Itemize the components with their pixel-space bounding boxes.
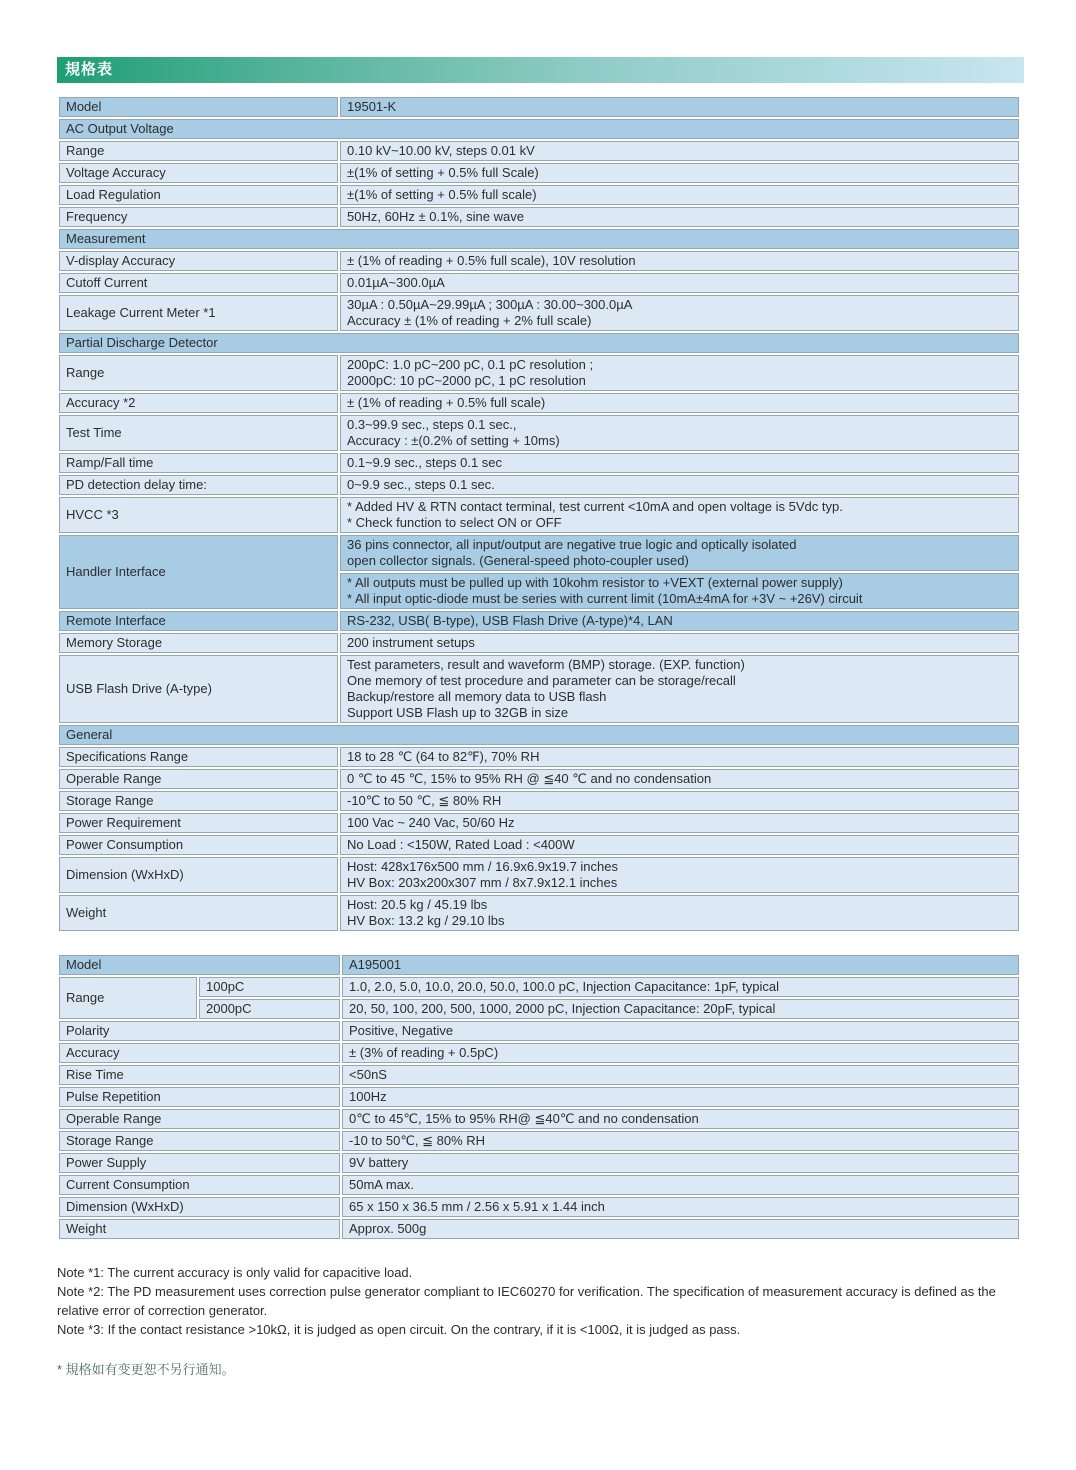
table-row — [59, 725, 1019, 745]
row-label: Remote Interface — [59, 611, 338, 631]
row-value — [340, 747, 1019, 767]
cell-line: Host: 428x176x500 mm / 16.9x6.9x19.7 inches — [347, 859, 618, 874]
row-label: Model — [59, 955, 340, 975]
row-label: HVCC *3 — [59, 497, 338, 533]
cell-line: Accuracy ± (1% of reading + 2% full scale) — [347, 313, 592, 328]
table-row — [59, 1043, 1019, 1063]
table-row — [59, 769, 1019, 789]
section-header: Measurement — [59, 229, 1019, 249]
row-label: Accuracy *2 — [59, 393, 338, 413]
note-line: Note *3: If the contact resistance >10kΩ, it is judged as open circuit. On the contrary, if it is <100Ω, it is judged as pass. — [57, 1322, 741, 1337]
cell-line: 0.3~99.9 sec., steps 0.1 sec., — [347, 417, 517, 432]
table-row — [59, 163, 1019, 183]
cell-line: 100Hz — [349, 1089, 387, 1104]
cell-line: One memory of test procedure and parameter can be storage/recall — [347, 673, 736, 688]
row-label: Storage Range — [59, 791, 338, 811]
row-label: Memory Storage — [59, 633, 338, 653]
table-row — [59, 955, 1019, 975]
row-value — [340, 163, 1019, 183]
cell-line: 0℃ to 45℃, 15% to 95% RH@ ≦40℃ and no condensation — [349, 1111, 699, 1126]
table-row — [59, 251, 1019, 271]
row-label: Current Consumption — [59, 1175, 340, 1195]
cell-line: ±(1% of setting + 0.5% full Scale) — [347, 165, 539, 180]
cell-line: 0.01µA~300.0µA — [347, 275, 445, 290]
row-value — [340, 355, 1019, 391]
row-value — [340, 141, 1019, 161]
spec-table-19501k — [57, 95, 1021, 933]
table-row — [59, 977, 1019, 997]
table-row — [59, 295, 1019, 331]
cell-line: 0~9.9 sec., steps 0.1 sec. — [347, 477, 495, 492]
table-row — [59, 207, 1019, 227]
cell-line: 36 pins connector, all input/output are negative true logic and optically isolated — [347, 537, 797, 552]
cell-line: HV Box: 203x200x307 mm / 8x7.9x12.1 inches — [347, 875, 618, 890]
row-value — [340, 655, 1019, 723]
cell-line: Support USB Flash up to 32GB in size — [347, 705, 569, 720]
row-label: Frequency — [59, 207, 338, 227]
row-value — [342, 1131, 1019, 1151]
row-value — [340, 769, 1019, 789]
row-value — [340, 97, 1019, 117]
table-row — [59, 895, 1019, 931]
table-row — [59, 475, 1019, 495]
row-label: PD detection delay time: — [59, 475, 338, 495]
cell-line: 2000pC: 10 pC~2000 pC, 1 pC resolution — [347, 373, 586, 388]
row-label: Weight — [59, 895, 338, 931]
cjk-footnote: * 規格如有变更恕不另行通知。 — [57, 1362, 235, 1377]
table-row — [59, 813, 1019, 833]
row-label: Power Consumption — [59, 835, 338, 855]
row-label: Dimension (WxHxD) — [59, 857, 338, 893]
table-row — [59, 1153, 1019, 1173]
cell-line: 50Hz, 60Hz ± 0.1%, sine wave — [347, 209, 524, 224]
row-label: Ramp/Fall time — [59, 453, 338, 473]
cell-line: 30µA : 0.50µA~29.99µA ; 300µA : 30.00~300.0µA — [347, 297, 633, 312]
row-value — [340, 611, 1019, 631]
row-label: Test Time — [59, 415, 338, 451]
row-value — [340, 857, 1019, 893]
row-value — [342, 1153, 1019, 1173]
table-row — [59, 141, 1019, 161]
row-value — [340, 251, 1019, 271]
row-label: Model — [59, 97, 338, 117]
row-value — [340, 835, 1019, 855]
row-label: Handler Interface — [59, 535, 338, 609]
section-header: Partial Discharge Detector — [59, 333, 1019, 353]
cell-line: Host: 20.5 kg / 45.19 lbs — [347, 897, 488, 912]
row-value — [342, 1043, 1019, 1063]
row-value — [340, 185, 1019, 205]
row-label: Range — [59, 977, 197, 1019]
section-header: AC Output Voltage — [59, 119, 1019, 139]
table-row — [59, 835, 1019, 855]
table-row — [59, 535, 1019, 571]
cell-line: ± (3% of reading + 0.5pC) — [349, 1045, 499, 1060]
row-label: Power Requirement — [59, 813, 338, 833]
spec-sheet-page — [57, 57, 1024, 1378]
row-label: Polarity — [59, 1021, 340, 1041]
row-label: Rise Time — [59, 1065, 340, 1085]
row-label: Range — [59, 141, 338, 161]
cell-line: 100 Vac ~ 240 Vac, 50/60 Hz — [347, 815, 515, 830]
row-label: Load Regulation — [59, 185, 338, 205]
table-row — [59, 1197, 1019, 1217]
table-row — [59, 1219, 1019, 1239]
row-value: 1.0, 2.0, 5.0, 10.0, 20.0, 50.0, 100.0 pC, Injection Capacitance: 1pF, typical — [342, 977, 1019, 997]
cell-line: 200 instrument setups — [347, 635, 475, 650]
row-label: Leakage Current Meter *1 — [59, 295, 338, 331]
row-label: V-display Accuracy — [59, 251, 338, 271]
cell-line: HV Box: 13.2 kg / 29.10 lbs — [347, 913, 505, 928]
row-value — [340, 453, 1019, 473]
cell-line: -10℃ to 50 ℃, ≦ 80% RH — [347, 793, 502, 808]
row-value — [342, 1065, 1019, 1085]
table-row — [59, 119, 1019, 139]
row-value — [340, 813, 1019, 833]
row-value — [340, 295, 1019, 331]
section-title-bar — [57, 57, 1024, 83]
table-row — [59, 791, 1019, 811]
cell-line: 0.10 kV~10.00 kV, steps 0.01 kV — [347, 143, 535, 158]
cell-line: ± (1% of reading + 0.5% full scale), 10V resolution — [347, 253, 636, 268]
table-row — [59, 1087, 1019, 1107]
cell-line: open collector signals. (General-speed photo-coupler used) — [347, 553, 689, 568]
row-value — [342, 1219, 1019, 1239]
table-row — [59, 999, 1019, 1019]
cell-line: Accuracy : ±(0.2% of setting + 10ms) — [347, 433, 560, 448]
table-row — [59, 273, 1019, 293]
table-row — [59, 393, 1019, 413]
cell-line: Backup/restore all memory data to USB flash — [347, 689, 607, 704]
row-value — [340, 497, 1019, 533]
row-value — [340, 791, 1019, 811]
row-value — [342, 1087, 1019, 1107]
row-label: Cutoff Current — [59, 273, 338, 293]
cell-line: 9V battery — [349, 1155, 409, 1170]
table-row — [59, 747, 1019, 767]
table-row — [59, 655, 1019, 723]
note-line: Note *1: The current accuracy is only valid for capacitive load. — [57, 1265, 413, 1280]
row-value — [342, 955, 1019, 975]
row-value: 20, 50, 100, 200, 500, 1000, 2000 pC, Injection Capacitance: 20pF, typical — [342, 999, 1019, 1019]
row-value — [340, 393, 1019, 413]
table-row — [59, 453, 1019, 473]
section-header: General — [59, 725, 1019, 745]
row-label: Accuracy — [59, 1043, 340, 1063]
note-line: Note *2: The PD measurement uses correction pulse generator compliant to IEC60270 for verification. The specification of measurement accuracy is defined as the relative error of correction generator. — [57, 1284, 996, 1318]
cell-line: 200pC: 1.0 pC~200 pC, 0.1 pC resolution ; — [347, 357, 594, 372]
table-row — [59, 633, 1019, 653]
cell-line: * Added HV & RTN contact terminal, test current <10mA and open voltage is 5Vdc typ. — [347, 499, 843, 514]
row-label: USB Flash Drive (A-type) — [59, 655, 338, 723]
table-row — [59, 857, 1019, 893]
row-label: Pulse Repetition — [59, 1087, 340, 1107]
row-label: Voltage Accuracy — [59, 163, 338, 183]
table-row — [59, 1065, 1019, 1085]
row-sublabel: 100pC — [199, 977, 340, 997]
cell-line: -10 to 50℃, ≦ 80% RH — [349, 1133, 486, 1148]
cell-line: A195001 — [349, 957, 402, 972]
cell-line: <50nS — [349, 1067, 387, 1082]
table-row — [59, 611, 1019, 631]
cell-line: * All outputs must be pulled up with 10kohm resistor to +VEXT (external power supply) — [347, 575, 843, 590]
cell-line: * All input optic-diode must be series with current limit (10mA±4mA for +3V ~ +26V) circuit — [347, 591, 863, 606]
cell-line: 0.1~9.9 sec., steps 0.1 sec — [347, 455, 503, 470]
row-value — [340, 895, 1019, 931]
row-value — [340, 573, 1019, 609]
cell-line: RS-232, USB( B-type), USB Flash Drive (A-type)*4, LAN — [347, 613, 673, 628]
cell-line: 18 to 28 ℃ (64 to 82℉), 70% RH — [347, 749, 540, 764]
cell-line: 0 ℃ to 45 ℃, 15% to 95% RH @ ≦40 ℃ and no condensation — [347, 771, 712, 786]
cell-line: ±(1% of setting + 0.5% full scale) — [347, 187, 537, 202]
table-row — [59, 185, 1019, 205]
cell-line: No Load : <150W, Rated Load : <400W — [347, 837, 575, 852]
cell-line: 65 x 150 x 36.5 mm / 2.56 x 5.91 x 1.44 inch — [349, 1199, 605, 1214]
row-label: Range — [59, 355, 338, 391]
cell-line: 50mA max. — [349, 1177, 415, 1192]
table-row — [59, 1131, 1019, 1151]
row-value — [342, 1197, 1019, 1217]
table-row — [59, 355, 1019, 391]
table-row — [59, 1175, 1019, 1195]
cell-line: Approx. 500g — [349, 1221, 427, 1236]
row-value — [340, 475, 1019, 495]
row-value — [342, 1109, 1019, 1129]
row-label: Weight — [59, 1219, 340, 1239]
row-value — [340, 633, 1019, 653]
notes-block — [57, 1263, 1002, 1339]
spec-table-a195001 — [57, 953, 1021, 1241]
page-title: 規格表 — [65, 61, 114, 78]
table-row — [59, 229, 1019, 249]
table-row — [59, 97, 1019, 117]
row-label: Storage Range — [59, 1131, 340, 1151]
table-row — [59, 497, 1019, 533]
row-label: Operable Range — [59, 769, 338, 789]
row-value — [340, 535, 1019, 571]
cell-line: ± (1% of reading + 0.5% full scale) — [347, 395, 546, 410]
cell-line: * Check function to select ON or OFF — [347, 515, 562, 530]
row-sublabel: 2000pC — [199, 999, 340, 1019]
cell-line: Positive, Negative — [349, 1023, 454, 1038]
row-label: Operable Range — [59, 1109, 340, 1129]
row-value — [342, 1021, 1019, 1041]
row-label: Power Supply — [59, 1153, 340, 1173]
table-row — [59, 1021, 1019, 1041]
row-value — [340, 207, 1019, 227]
row-label: Dimension (WxHxD) — [59, 1197, 340, 1217]
row-value — [340, 273, 1019, 293]
cell-line: 19501-K — [347, 99, 397, 114]
row-value — [340, 415, 1019, 451]
row-label: Specifications Range — [59, 747, 338, 767]
table-row — [59, 333, 1019, 353]
row-value — [342, 1175, 1019, 1195]
table-row — [59, 1109, 1019, 1129]
table-row — [59, 415, 1019, 451]
cell-line: Test parameters, result and waveform (BMP) storage. (EXP. function) — [347, 657, 745, 672]
